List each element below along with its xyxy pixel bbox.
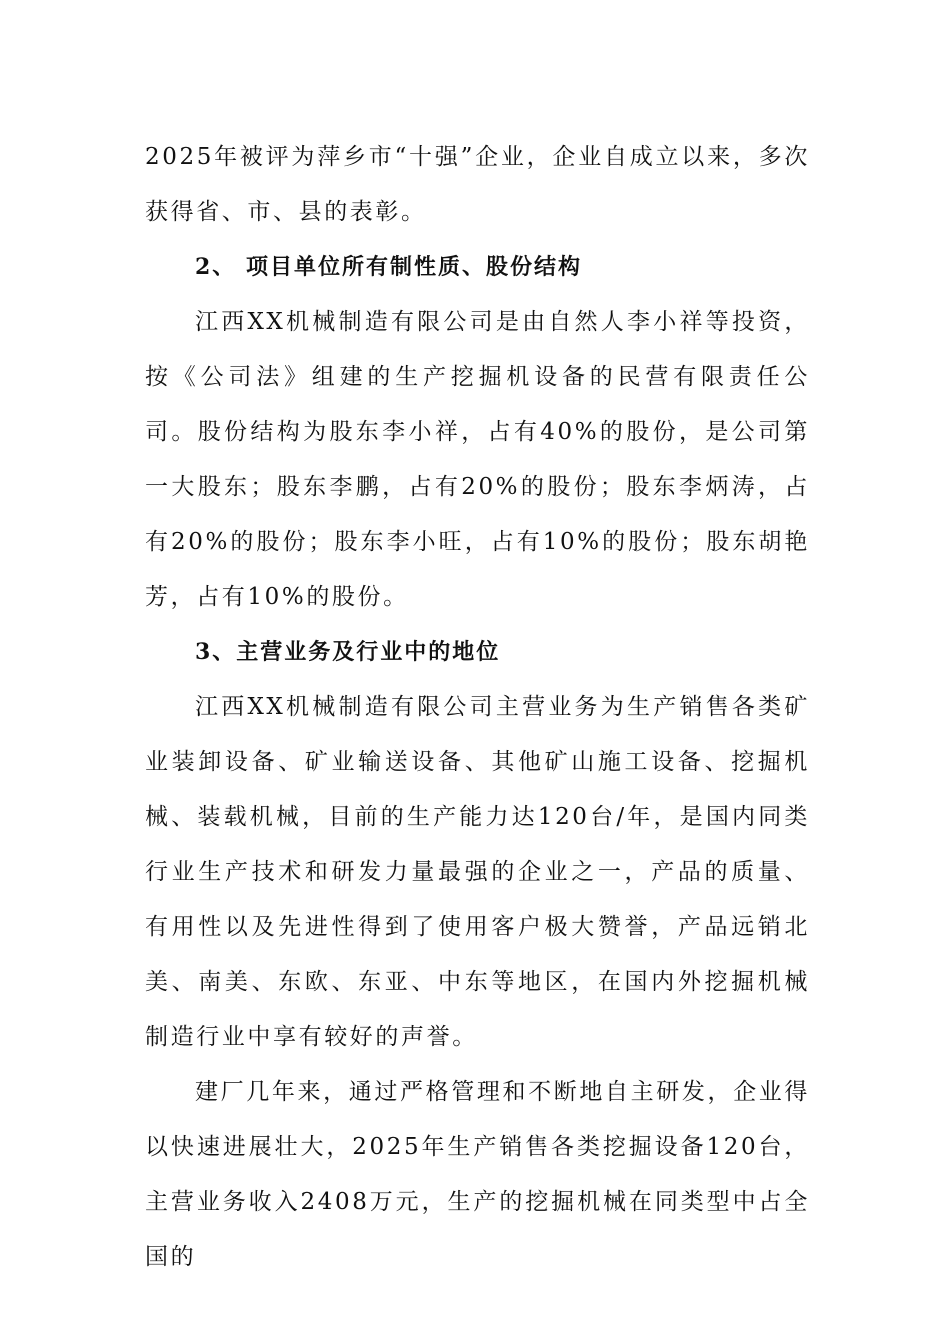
- document-body: [145, 130, 810, 1285]
- continued-paragraph: 2025年被评为萍乡市“十强”企业，企业自成立以来，多次获得省、市、县的表彰。: [145, 144, 810, 225]
- ownership-paragraph: 江西XX机械制造有限公司是由自然人李小祥等投资，按《公司法》组建的生产挖掘机设备的民营有限责任公司。股份结构为股东李小祥，占有40%的股份，是公司第一大股东；股东李鹏，占有20%的股份；股东李炳涛，占有20%的股份；股东李小旺，占有10%的股份；股东胡艳芳，占有10%的股份。: [145, 309, 810, 610]
- section-heading-main-business: 3、主营业务及行业中的地位: [195, 639, 501, 665]
- section-heading-ownership: 2、 项目单位所有制性质、股份结构: [195, 254, 582, 280]
- main-business-paragraph: 江西XX机械制造有限公司主营业务为生产销售各类矿业装卸设备、矿业输送设备、其他矿山施工设备、挖掘机械、装载机械，目前的生产能力达120台/年，是国内同类行业生产技术和研发力量最强的企业之一，产品的质量、有用性以及先进性得到了使用客户极大赞誉，产品远销北美、南美、东欧、东亚、中东等地区，在国内外挖掘机械制造行业中享有较好的声誉。: [145, 694, 810, 1050]
- development-paragraph: 建厂几年来，通过严格管理和不断地自主研发，企业得以快速进展壮大，2025年生产销售各类挖掘设备120台，主营业务收入2408万元，生产的挖掘机械在同类型中占全国的: [145, 1079, 810, 1270]
